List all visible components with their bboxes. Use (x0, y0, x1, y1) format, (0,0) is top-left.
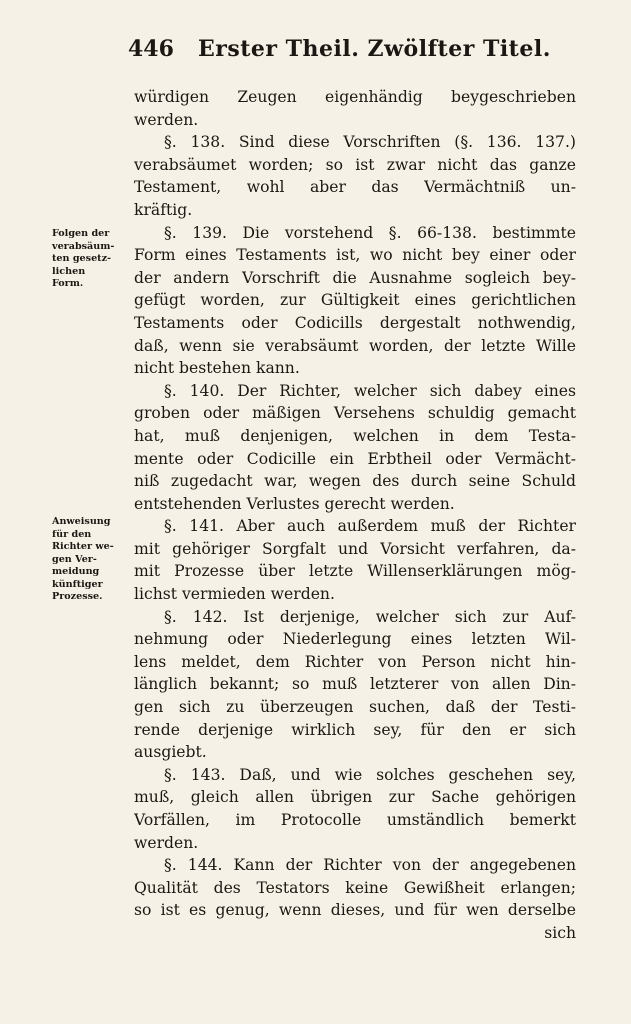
margin-note-judge-instruction (52, 516, 126, 604)
margin-note-line: Prozesse. (52, 591, 103, 602)
text-line: mit gehöriger Sorgfalt und Vorsicht verfahren, da- (134, 539, 576, 558)
text-line: der andern Vorschrift die Ausnahme sogleich bey- (134, 268, 576, 287)
text-line: rende derjenige wirklich sey, für den er sich (134, 720, 576, 739)
margin-note-line: für den (52, 528, 92, 540)
margin-note-line: Folgen der (52, 228, 110, 239)
margin-note-line: künftiger (52, 578, 103, 590)
text-line: daß, wenn sie verabsäumt worden, der letzte Wille (134, 336, 576, 355)
paragraph-138-start: §. 138. Sind diese Vorschriften (§. 136. 137.) (164, 133, 576, 152)
paragraph-143-start: §. 143. Daß, und wie solches geschehen sey, (164, 765, 576, 784)
text-line: niß zugedacht war, wegen des durch seine Schuld (134, 472, 576, 491)
text-line: mente oder Codicille ein Erbtheil oder Vermächt- (134, 449, 576, 468)
text-line: Testaments oder Codicills dergestalt nothwendig, (134, 313, 576, 332)
text-line: Testament, wohl aber das Vermächtniß un- (134, 178, 576, 197)
text-line: Qualität des Testators keine Gewißheit erlangen; (134, 878, 576, 897)
page-header (128, 36, 598, 70)
text-line: muß, gleich allen übrigen zur Sache gehörigen (134, 788, 576, 807)
text-line: gefügt worden, zur Gültigkeit eines gerichtlichen (134, 291, 576, 310)
page-number: 446 (128, 36, 174, 62)
paragraph-142-start: §. 142. Ist derjenige, welcher sich zur Auf- (164, 607, 576, 626)
text-line: kräftig. (134, 200, 193, 219)
margin-note-line: meidung (52, 566, 100, 577)
text-line: hat, muß denjenigen, welchen in dem Testa- (134, 426, 576, 445)
text-line: groben oder mäßigen Versehens schuldig gemacht (134, 404, 576, 423)
paragraph-141-start: §. 141. Aber auch außerdem muß der Richter (164, 517, 576, 536)
text-line: lichst vermieden werden. (134, 585, 335, 604)
text-line: Form eines Testaments ist, wo nicht bey einer oder (134, 246, 576, 265)
text-line: ausgiebt. (134, 743, 207, 762)
text-line: lens meldet, dem Richter von Person nicht hin- (134, 652, 576, 671)
margin-note-line: verabsäum- (52, 240, 115, 252)
margin-note-line: Anweisung (52, 516, 111, 527)
text-line: entstehenden Verlustes gerecht werden. (134, 494, 455, 513)
running-head: Erster Theil. Zwölfter Titel. (198, 36, 551, 62)
text-line: würdigen Zeugen eigenhändig beygeschrieben (134, 88, 576, 106)
margin-note-line: ten gesetz- (52, 253, 112, 264)
text-line: verabsäumet worden; so ist zwar nicht das ganze (134, 155, 576, 174)
margin-note-line: Richter we- (52, 541, 114, 552)
text-line: gen sich zu überzeugen suchen, daß der Testi- (134, 698, 576, 717)
margin-note-form-consequences (52, 228, 126, 291)
text-line: nicht bestehen kann. (134, 359, 300, 378)
paragraph-139-start: §. 139. Die vorstehend §. 66-138. bestimmte (164, 223, 576, 242)
text-line: werden. (134, 833, 199, 852)
main-text (134, 86, 576, 945)
paragraph-140-start: §. 140. Der Richter, welcher sich dabey eines (164, 381, 576, 400)
text-line: länglich bekannt; so muß letzterer von allen Din- (134, 675, 576, 694)
text-line: so ist es genug, wenn dieses, und für wen derselbe (134, 901, 576, 920)
text-line: nehmung oder Niederlegung eines letzten Wil- (134, 630, 576, 649)
text-line: werden. (134, 110, 199, 129)
paragraph-144-start: §. 144. Kann der Richter von der angegebenen (164, 856, 576, 875)
margin-note-line: lichen (52, 265, 86, 277)
margin-note-line: Form. (52, 278, 84, 289)
catchword: sich (544, 923, 576, 942)
margin-note-line: gen Ver- (52, 553, 97, 565)
text-line: mit Prozesse über letzte Willenserklärungen mög- (134, 562, 576, 581)
text-line: Vorfällen, im Protocolle umständlich bemerkt (134, 811, 576, 829)
